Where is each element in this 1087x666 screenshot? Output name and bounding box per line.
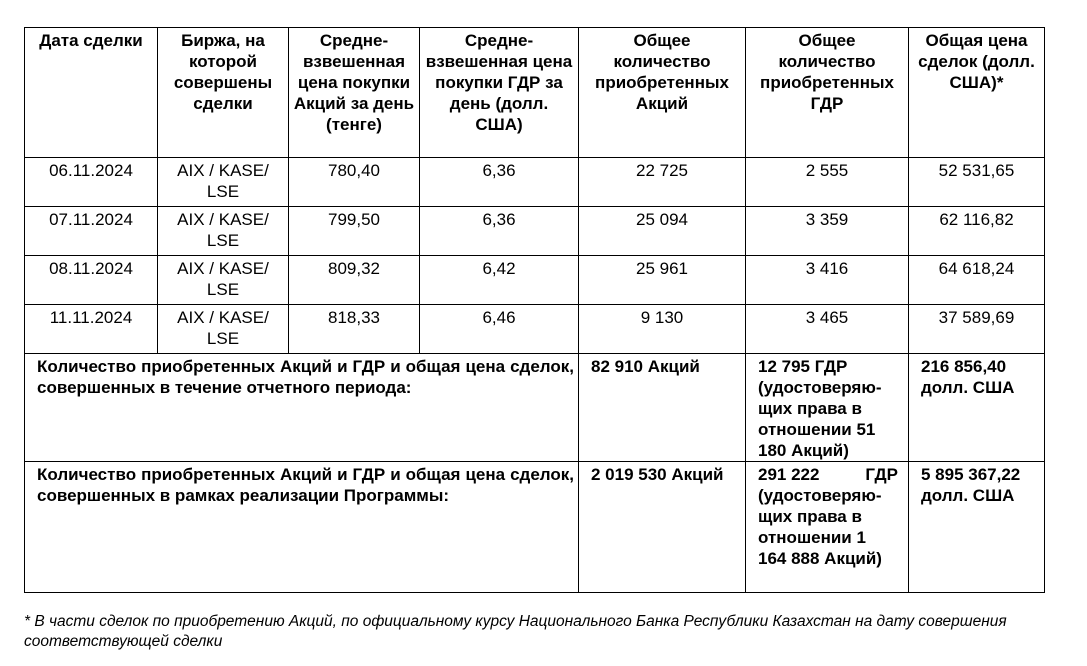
cell-price-shares: 780,40 — [289, 158, 420, 207]
program-total-gdr-count — [758, 464, 898, 485]
table-header-row — [25, 28, 1045, 158]
program-total-label: Количество приобретенных Акций и ГДР и общая цена сделок, совершенных в рамках реализации Программы: — [25, 462, 579, 593]
cell-exchange: AIX / KASE/ LSE — [158, 256, 289, 305]
cell-shares: 25 094 — [579, 207, 746, 256]
cell-price-gdr: 6,36 — [420, 207, 579, 256]
header-date: Дата сделки — [25, 28, 158, 158]
cell-gdr: 2 555 — [746, 158, 909, 207]
table-row — [25, 158, 1045, 207]
cell-gdr: 3 465 — [746, 305, 909, 354]
table-row — [25, 256, 1045, 305]
header-total-price: Общая цена сделок (долл. США)* — [909, 28, 1045, 158]
cell-total: 52 531,65 — [909, 158, 1045, 207]
cell-total: 64 618,24 — [909, 256, 1045, 305]
period-total-shares: 82 910 Акций — [579, 354, 746, 462]
cell-date: 08.11.2024 — [25, 256, 158, 305]
program-total-gdr-unit: ГДР — [865, 465, 898, 484]
table-row — [25, 207, 1045, 256]
program-total-price: 5 895 367,22 долл. США — [909, 462, 1045, 593]
header-avg-price-gdr: Средне-взвешенная цена покупки ГДР за день (долл. США) — [420, 28, 579, 158]
program-total-gdr-number: 291 222 — [758, 465, 820, 484]
table-row — [25, 305, 1045, 354]
deals-table — [24, 27, 1045, 593]
period-total-label: Количество приобретенных Акций и ГДР и общая цена сделок, совершенных в течение отчетного периода: — [25, 354, 579, 462]
cell-price-shares: 799,50 — [289, 207, 420, 256]
period-total-row — [25, 354, 1045, 462]
cell-exchange: AIX / KASE/ LSE — [158, 207, 289, 256]
program-total-row — [25, 462, 1045, 593]
cell-price-gdr: 6,42 — [420, 256, 579, 305]
period-total-gdr-count: 12 795 ГДР — [758, 357, 848, 376]
header-total-gdr: Общее количество приобретенных ГДР — [746, 28, 909, 158]
cell-exchange: AIX / KASE/ LSE — [158, 305, 289, 354]
cell-shares: 22 725 — [579, 158, 746, 207]
program-total-gdr-note: (удостоверяю-щих права в отношении 1 164 888 Акций) — [758, 486, 882, 568]
period-total-gdr-note: (удостоверяю-щих права в отношении 51 180 Акций) — [758, 378, 882, 460]
cell-gdr: 3 359 — [746, 207, 909, 256]
header-exchange: Биржа, на которой совершены сделки — [158, 28, 289, 158]
cell-date: 11.11.2024 — [25, 305, 158, 354]
header-avg-price-shares: Средне-взвешенная цена покупки Акций за день (тенге) — [289, 28, 420, 158]
cell-total: 37 589,69 — [909, 305, 1045, 354]
cell-price-gdr: 6,36 — [420, 158, 579, 207]
footnote: * В части сделок по приобретению Акций, по официальному курсу Национального Банка Республики Казахстан на дату совершения соответствующей сделки — [24, 613, 1007, 650]
cell-total: 62 116,82 — [909, 207, 1045, 256]
cell-price-gdr: 6,46 — [420, 305, 579, 354]
program-total-gdr — [746, 462, 909, 593]
program-total-shares: 2 019 530 Акций — [579, 462, 746, 593]
period-total-gdr — [746, 354, 909, 462]
cell-shares: 25 961 — [579, 256, 746, 305]
cell-exchange: AIX / KASE/ LSE — [158, 158, 289, 207]
cell-price-shares: 818,33 — [289, 305, 420, 354]
cell-date: 07.11.2024 — [25, 207, 158, 256]
cell-shares: 9 130 — [579, 305, 746, 354]
cell-price-shares: 809,32 — [289, 256, 420, 305]
header-total-shares: Общее количество приобретенных Акций — [579, 28, 746, 158]
period-total-price: 216 856,40 долл. США — [909, 354, 1045, 462]
cell-date: 06.11.2024 — [25, 158, 158, 207]
cell-gdr: 3 416 — [746, 256, 909, 305]
